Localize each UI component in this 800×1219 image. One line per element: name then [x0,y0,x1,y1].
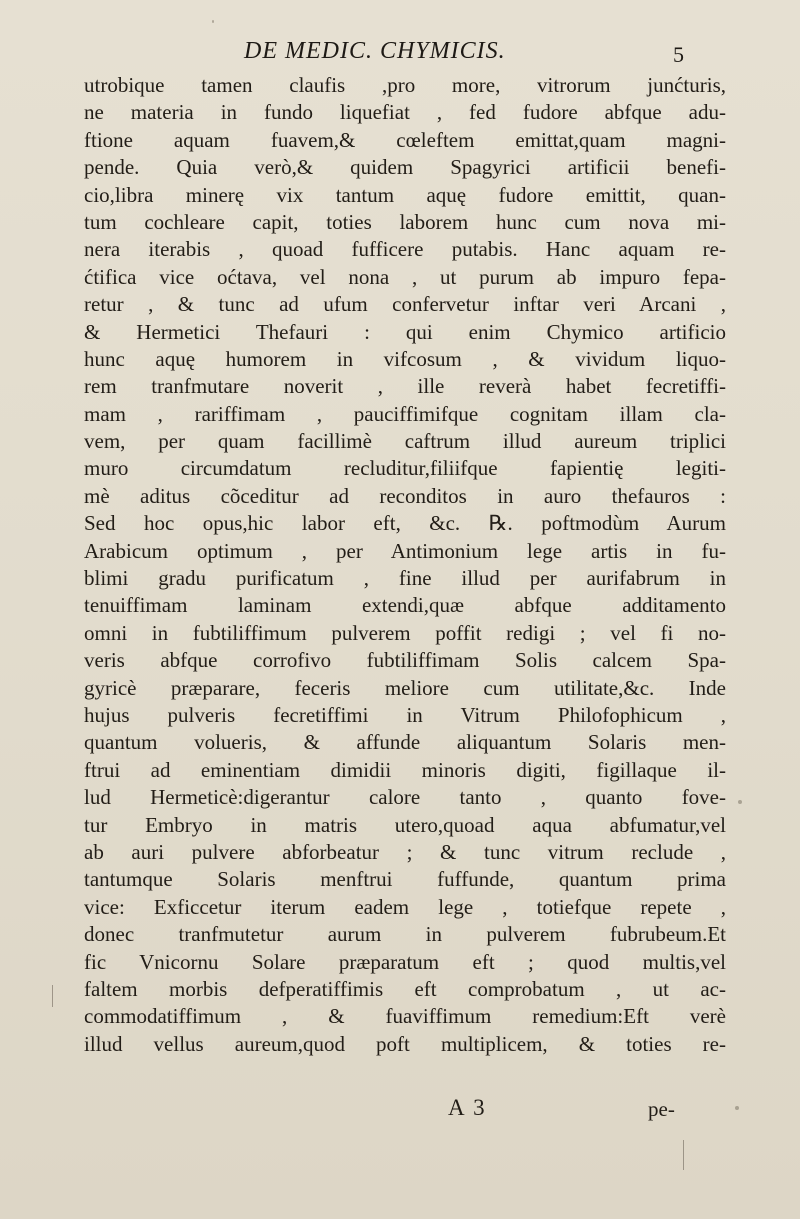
text-line: muro circumdatum recluditur,filiifque fapientię legiti- [84,456,726,481]
catchword: pe- [648,1097,675,1121]
text-line: vice: Exficcetur iterum eadem lege , totiefque repete , [84,894,726,919]
text-line: Sed hoc opus,hic labor eft, &c. ℞. poftmodùm Aurum [84,511,726,536]
text-line: quantum volueris, & affunde aliquantum Solaris men- [84,730,726,755]
margin-mark [52,985,53,1007]
text-line: nera iterabis , quoad fufficere putabis. Hanc aquam re- [84,237,726,262]
text-line: mam , rariffimam , pauciffimifque cognitam illam cla- [84,401,726,426]
page-number: 5 [673,42,684,67]
text-line: vem, per quam facillimè caftrum illud aureum triplici [84,429,726,454]
text-line: pende. Quia verò,& quidem Spagyrici artificii benefi- [84,155,726,180]
text-line: illud vellus aureum,quod poft multiplicem, & toties re- [84,1031,726,1056]
text-line: hunc aquę humorem in vifcosum , & vividum liquo- [84,346,726,371]
text-line: donec tranfmutetur aurum in pulverem fubrubeum.Et [84,922,726,947]
ink-speck [738,800,742,804]
text-line: omni in fubtiliffimum pulverem poffit redigi ; vel fi no- [84,620,726,645]
text-line: hujus pulveris fecretiffimi in Vitrum Philofophicum , [84,702,726,727]
text-line: ab auri pulvere abforbeatur ; & tunc vitrum reclude , [84,839,726,864]
text-line: ćtifica vice oćtava, vel nona , ut purum ab impuro fepa- [84,264,726,289]
text-line: retur , & tunc ad ufum confervetur inftar veri Arcani , [84,292,726,317]
text-line: gyricè præparare, feceris meliore cum utilitate,&c. Inde [84,675,726,700]
text-line: tantumque Solaris menftrui fuffunde, quantum prima [84,867,726,892]
text-line: tenuiffimam laminam extendi,quæ abfque additamento [84,593,726,618]
text-line: faltem morbis defperatiffimis eft comprobatum , ut ac- [84,976,726,1001]
text-line: fic Vnicornu Solare præparatum eft ; quod multis,vel [84,949,726,974]
text-line: tum cochleare capit, toties laborem hunc cum nova mi- [84,209,726,234]
running-head [0,38,800,68]
running-head-title: DE MEDIC. CHYMICIS. [244,38,506,64]
text-line: utrobique tamen claufis ,pro more, vitrorum junćturis, [84,73,726,97]
text-line: tur Embryo in matris utero,quoad aqua abfumatur,vel [84,812,726,837]
signature-mark: A 3 [448,1095,487,1120]
text-line: ftrui ad eminentiam dimidii minoris digiti, figillaque il- [84,757,726,782]
text-line: Arabicum optimum , per Antimonium lege artis in fu- [84,538,726,563]
text-line: ftione aquam fuavem,& cœleftem emittat,quam magni- [84,127,726,152]
text-line: veris abfque corrofivo fubtiliffimam Solis calcem Spa- [84,648,726,673]
body-text [84,72,726,1058]
ink-speck [212,20,214,23]
text-line: & Hermetici Thefauri : qui enim Chymico artificio [84,319,726,344]
text-line: cio,libra minerę vix tantum aquę fudore emittit, quan- [84,182,726,207]
ink-speck [735,1106,739,1110]
text-line: blimi gradu purificatum , fine illud per aurifabrum in [84,566,726,591]
text-line: mè aditus cõceditur ad reconditos in auro thefauros : [84,483,726,508]
text-line: ne materia in fundo liquefiat , fed fudore abfque adu- [84,100,726,125]
text-line: commodatiffimum , & fuaviffimum remedium:Eft verè [84,1004,726,1029]
text-line: rem tranfmutare noverit , ille reverà habet fecretiffi- [84,374,726,399]
text-line: lud Hermeticè:digerantur calore tanto , quanto fove- [84,785,726,810]
margin-mark [683,1140,684,1170]
